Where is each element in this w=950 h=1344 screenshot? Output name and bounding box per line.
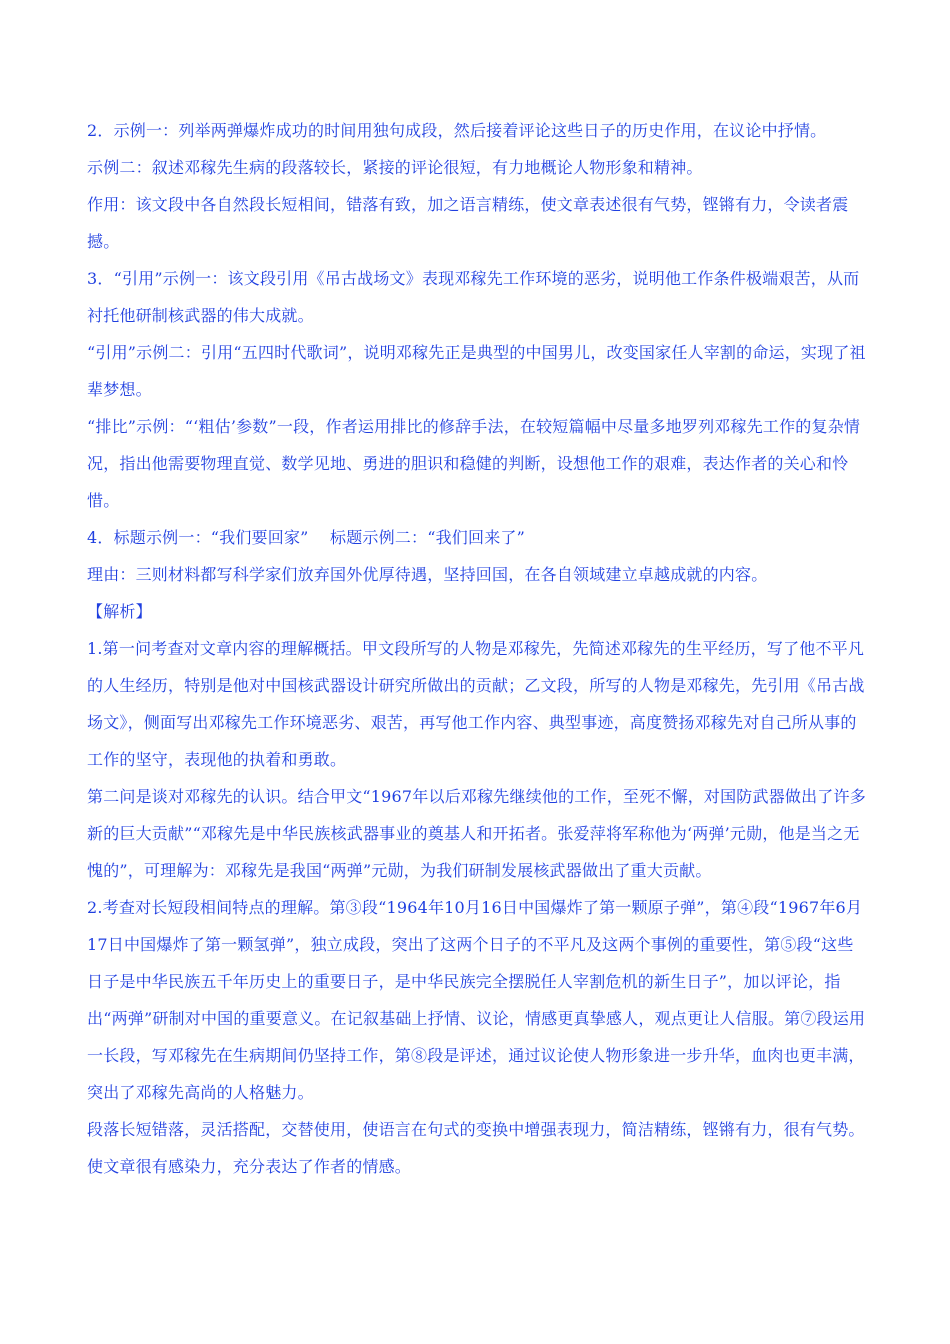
analysis-1: 1.第一问考查对文章内容的理解概括。甲文段所写的人物是邓稼先，先简述邓稼先的生平经历，写了他不平凡的人生经历，特别是他对中国核武器设计研究所做出的贡献；乙文段，所写的人物是邓稼先，先引用《吊古战场文》，侧面写出邓稼先工作环境恶劣、艰苦，再写他工作内容、典型事迹，高度赞扬邓稼先对自己所从事的工作的坚守，表现他的执着和勇敢。	[87, 639, 865, 769]
analysis-1-second-question: 第二问是谈对邓稼先的认识。结合甲文“1967年以后邓稼先继续他的工作，至死不懈，对国防武器做出了许多新的巨大贡献”“邓稼先是中华民族核武器事业的奠基人和开拓者。张爱萍将军称他为‘两弹’元勋，他是当之无愧的”，可理解为：邓稼先是我国“两弹”元勋，为我们研制发展核武器做出了重大贡献。	[87, 787, 866, 880]
answer-4-reason: 理由：三则材料都写科学家们放弃国外优厚待遇，坚持回国，在各自领域建立卓越成就的内容。	[87, 565, 768, 584]
answer-3-parallelism-example: “排比”示例：“‘粗估’参数”一段，作者运用排比的修辞手法，在较短篇幅中尽量多地罗列邓稼先工作的复杂情况，指出他需要物理直觉、数学见地、勇进的胆识和稳健的判断，设想他工作的艰难，表达作者的关心和怜惜。	[87, 417, 861, 510]
answer-2-example-2: 示例二：叙述邓稼先生病的段落较长，紧接的评论很短，有力地概论人物形象和精神。	[87, 158, 703, 177]
answer-2-effect: 作用：该文段中各自然段长短相间，错落有致，加之语言精练，使文章表述很有气势，铿锵有力，令读者震撼。	[87, 195, 849, 251]
analysis-heading: 【解析】	[87, 602, 152, 621]
answer-2-example-1: 2．示例一：列举两弹爆炸成功的时间用独句成段，然后接着评论这些日子的历史作用，在议论中抒情。	[87, 121, 827, 140]
analysis-2: 2.考查对长短段相间特点的理解。第③段“1964年10月16日中国爆炸了第一颗原子弹”，第④段“1967年6月17日中国爆炸了第一颗氢弹”，独立成段，突出了这两个日子的不平凡及这两个事例的重要性，第⑤段“这些日子是中华民族五千年历史上的重要日子，是中华民族完全摆脱任人宰割危机的新生日子”，加以评论，指出“两弹”研制对中国的重要意义。在记叙基础上抒情、议论，情感更真挚感人，观点更让人信服。第⑦段运用一长段，写邓稼先在生病期间仍坚持工作，第⑧段是评述，通过议论使人物形象进一步升华，血肉也更丰满，突出了邓稼先高尚的人格魅力。	[87, 898, 866, 1102]
answer-analysis-content	[87, 112, 867, 1185]
answer-4-title-examples: 4．标题示例一：“我们要回家” 标题示例二：“我们回来了”	[87, 528, 525, 547]
answer-3-quote-example-2: “引用”示例二：引用“五四时代歌词”，说明邓稼先正是典型的中国男儿，改变国家任人宰割的命运，实现了祖辈梦想。	[87, 343, 866, 399]
analysis-2-summary: 段落长短错落，灵活搭配，交替使用，使语言在句式的变换中增强表现力，简洁精练，铿锵有力，很有气势。使文章很有感染力，充分表达了作者的情感。	[87, 1120, 865, 1176]
answer-3-quote-example-1: 3．“引用”示例一：该文段引用《吊古战场文》表现邓稼先工作环境的恶劣，说明他工作条件极端艰苦，从而衬托他研制核武器的伟大成就。	[87, 269, 860, 325]
